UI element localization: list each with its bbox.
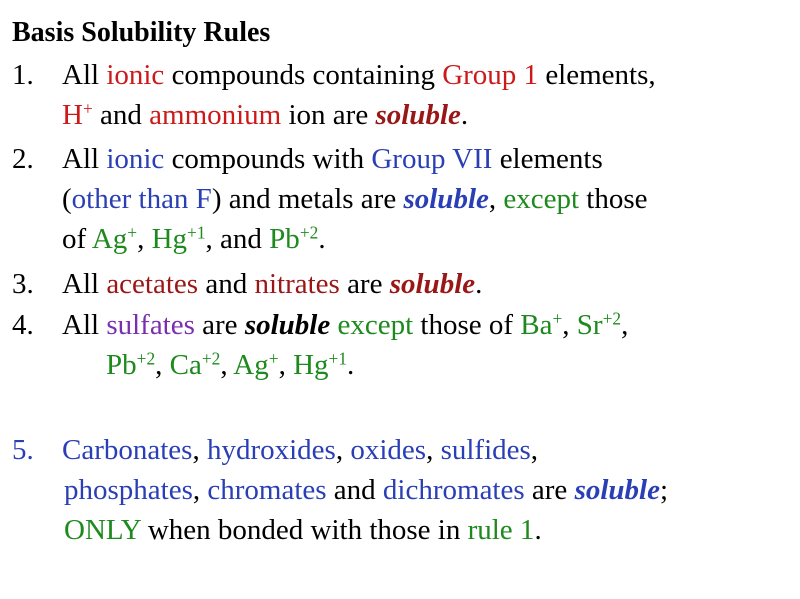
rule-4-text: , <box>155 349 170 381</box>
rule-5-text: and <box>326 474 383 506</box>
rule-4-except: except <box>337 309 414 341</box>
rule-3-soluble: soluble <box>389 268 476 300</box>
rule-5-number: 5. <box>12 434 34 466</box>
rule-5-text: are <box>524 474 575 506</box>
page-title: Basis Solubility Rules <box>12 17 271 48</box>
rule-2-text: those <box>579 183 648 215</box>
rule-1-ionic: ionic <box>106 59 165 91</box>
rule-2-line-1 <box>12 142 603 176</box>
rule-2-text: elements <box>492 143 603 175</box>
rule-5-sulfides: sulfides <box>440 434 531 466</box>
rule-3-text: and <box>198 268 255 300</box>
rule-5-oxides: oxides <box>350 434 427 466</box>
rule-4-barium: Ba+ <box>520 308 563 341</box>
rule-5-hydroxides: hydroxides <box>206 434 336 466</box>
rule-2-except: except <box>503 183 580 215</box>
rule-2-line-2 <box>62 182 648 216</box>
rule-2-other-than-f: other than F <box>71 183 212 215</box>
rule-5-chromates: chromates <box>207 474 327 506</box>
rule-3-text: All <box>62 268 107 300</box>
rule-5-phosphates: phosphates <box>64 474 193 506</box>
rule-4-calcium: $Ca^{+2}$ <box>169 348 221 381</box>
rule-4-text: , <box>621 309 629 341</box>
rule-4-line-2 <box>106 348 354 382</box>
rule-4-number: 4. <box>12 309 34 341</box>
rule-5-carbonates: Carbonates <box>62 434 193 466</box>
rule-4-text: , <box>278 349 294 381</box>
rule-2-mercury: $Hg^{+1}$ <box>151 222 206 255</box>
rule-4-text: those of <box>413 309 521 341</box>
rule-1-text: and <box>92 99 150 131</box>
rule-4-text: All <box>62 309 107 341</box>
rule-5-only: ONLY <box>64 514 141 546</box>
rule-2-soluble: soluble <box>403 183 489 215</box>
rule-3-number: 3. <box>12 268 34 300</box>
rule-2-text: ( <box>62 183 72 215</box>
rule-3-text: . <box>475 268 483 300</box>
rule-5-text: when bonded with those in <box>140 514 468 546</box>
rule-3-acetates: acetates <box>106 268 199 300</box>
rule-5-soluble: soluble <box>574 474 660 506</box>
rule-2-text: , <box>137 223 152 255</box>
rule-5-text: , <box>426 434 441 466</box>
rule-1-line-1 <box>12 58 656 92</box>
rule-2-silver: Ag+ <box>91 222 138 255</box>
rule-5-text: ; <box>659 474 669 506</box>
rule-4-line-1 <box>12 308 628 342</box>
rule-4-text: , <box>220 349 234 381</box>
rule-2-text: , <box>488 183 504 215</box>
rule-1-text: All <box>62 59 107 91</box>
rule-2-text: . <box>318 223 326 255</box>
rule-4-soluble: soluble <box>244 309 331 341</box>
rule-2-text: All <box>62 143 107 175</box>
rule-1-line-2 <box>62 98 468 132</box>
rule-5-text: , <box>192 474 208 506</box>
rule-3-line-1 <box>12 267 482 301</box>
rule-1-text: . <box>460 99 469 131</box>
rule-5-text: , <box>192 434 207 466</box>
rule-4-silver: Ag+ <box>233 348 279 381</box>
rule-5-dichromates: dichromates <box>382 474 525 506</box>
rule-4-lead: $Pb^{+2}$ <box>106 348 156 381</box>
rule-5-line-1 <box>12 433 538 467</box>
rule-4-strontium: $Sr^{+2}$ <box>576 308 622 341</box>
rule-2-ionic: ionic <box>106 143 165 175</box>
rule-1-hydrogen: H+ <box>62 98 93 131</box>
rule-4-sulfates: sulfates <box>106 309 195 341</box>
rule-5-text: . <box>534 514 542 546</box>
rule-3-nitrates: nitrates <box>254 268 340 300</box>
rule-1-text: elements, <box>538 59 656 91</box>
rule-1-soluble: soluble <box>375 99 461 131</box>
rule-1-number: 1. <box>12 59 34 91</box>
rule-1-text: ion are <box>281 99 376 131</box>
rule-1-text: compounds containing <box>164 59 443 91</box>
rule-2-text: of <box>62 223 92 255</box>
rule-5-text: , <box>335 434 351 466</box>
rule-4-text: are <box>194 309 245 341</box>
rule-2-lead: $Pb^{+2}$ <box>269 222 319 255</box>
rule-2-text: ) and metals are <box>211 183 404 215</box>
rule-2-text: compounds with <box>164 143 372 175</box>
rule-5-text: , <box>530 434 539 466</box>
rule-2-group7: Group VII <box>371 143 493 175</box>
rule-4-mercury: $Hg^{+1}$ <box>293 348 348 381</box>
rule-2-text: , and <box>205 223 270 255</box>
rule-4-text: . <box>347 349 355 381</box>
rule-1-group1: Group 1 <box>442 59 539 91</box>
rule-3-text: are <box>339 268 390 300</box>
rule-5-line-3 <box>64 513 542 547</box>
rule-2-line-3 <box>62 222 326 256</box>
rule-1-ammonium: ammonium <box>149 99 282 131</box>
rule-4-text: , <box>562 309 577 341</box>
rule-2-number: 2. <box>12 143 34 175</box>
rule-5-rule1: rule 1 <box>467 514 535 546</box>
rule-5-line-2 <box>64 473 668 507</box>
